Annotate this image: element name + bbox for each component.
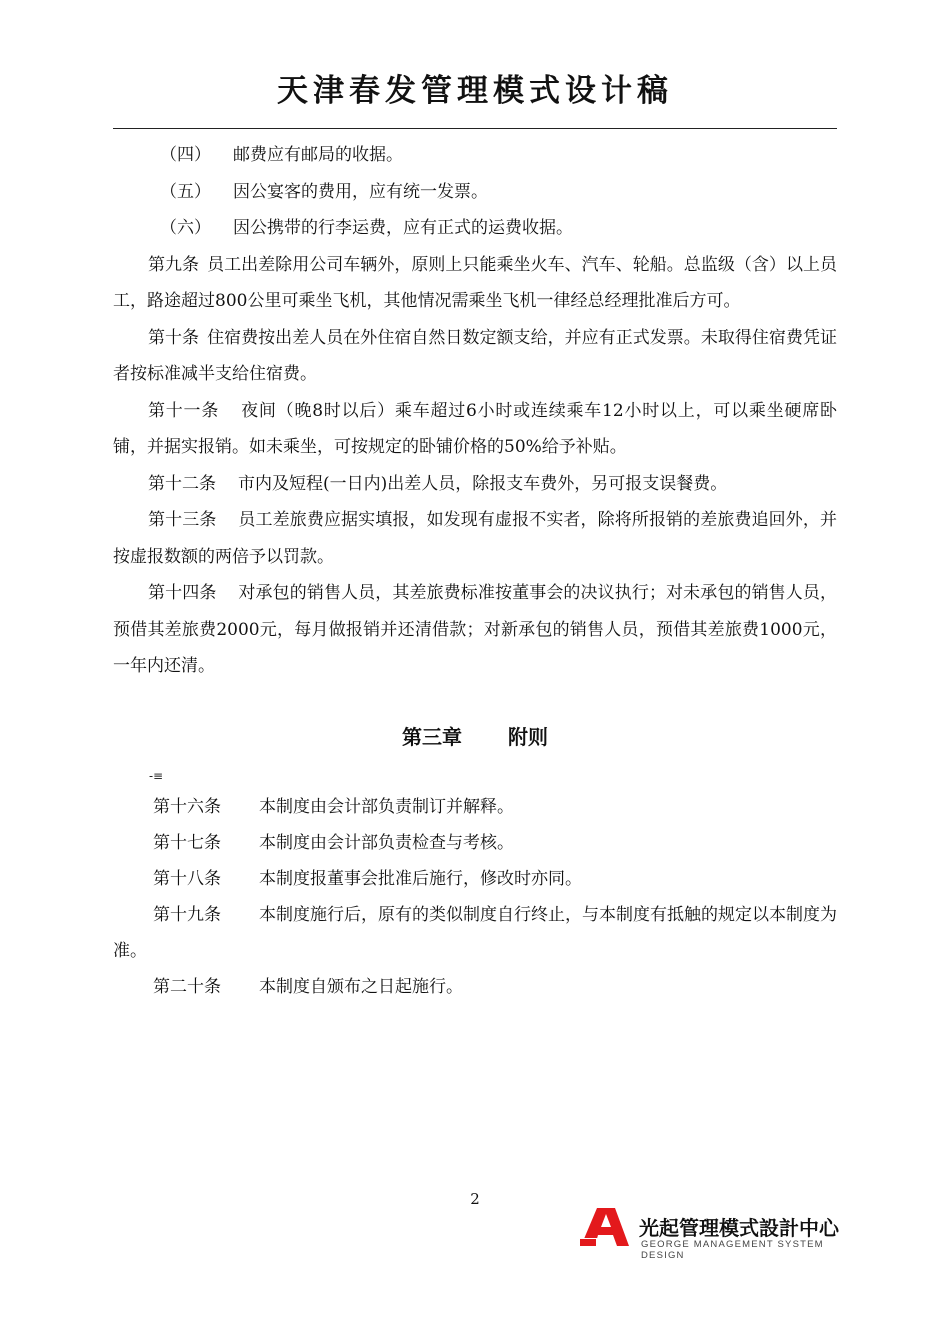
article-label: 第十八条 (153, 868, 221, 889)
page-number: 2 (470, 1190, 480, 1208)
article-17 (113, 825, 837, 861)
article-19 (113, 897, 837, 969)
list-item (113, 174, 837, 211)
article-20 (113, 969, 837, 1005)
article-label: 第十九条 (153, 904, 221, 925)
article-label: 第九条 (148, 254, 200, 275)
article-label: 第十二条 (148, 473, 216, 494)
item-label: （四） (160, 145, 211, 165)
chapter-number: 第三章 (402, 724, 462, 749)
chapter-heading (113, 719, 837, 755)
list-item (113, 137, 837, 174)
article-label: 第十一条 (148, 400, 220, 421)
page-title: 天津春发管理模式设计稿 (277, 73, 673, 109)
article-14 (113, 575, 837, 685)
article-text: 本制度报董事会批准后施行，修改时亦同。 (259, 868, 582, 889)
item-text: 因公携带的行李运费，应有正式的运费收据。 (233, 218, 573, 238)
article-text: 本制度施行后，原有的类似制度自行终止，与本制度有抵触的规定以本制度为准。 (113, 904, 837, 961)
article-label: 第十三条 (148, 510, 217, 530)
article-12 (113, 466, 837, 503)
article-10 (113, 320, 837, 393)
article-text: 员工出差除用公司车辆外，原则上只能乘坐火车、汽车、轮船。总监级（含）以上员工，路途超过800公里可乘坐飞机，其他情况需乘坐飞机一律经总经理批准后方可。 (113, 254, 837, 311)
document-body (113, 137, 837, 1005)
article-text: 本制度由会计部负责制订并解释。 (259, 796, 514, 817)
item-text: 因公宴客的费用，应有统一发票。 (233, 181, 488, 202)
item-label: （六） (160, 218, 211, 238)
logo-english-name: GEORGE MANAGEMENT SYSTEM DESIGN (641, 1239, 824, 1261)
chapter-name: 附则 (508, 724, 548, 749)
chapter-mark: -≡ (149, 768, 164, 783)
article-text: 本制度由会计部负责检查与考核。 (259, 832, 514, 853)
article-18 (113, 861, 837, 897)
article-label: 第二十条 (153, 976, 221, 997)
item-label: （五） (160, 181, 211, 202)
article-text: 本制度自颁布之日起施行。 (259, 976, 463, 997)
list-item (113, 210, 837, 247)
article-16 (113, 789, 837, 825)
company-logo (577, 1208, 839, 1261)
article-text: 住宿费按出差人员在外住宿自然日数定额支给，并应有正式发票。未取得住宿费凭证者按标准减半支给住宿费。 (113, 327, 837, 384)
page-header (113, 66, 837, 129)
article-9 (113, 247, 837, 320)
article-label: 第十七条 (153, 832, 221, 853)
article-text: 夜间（晚8时以后）乘车超过6小时或连续乘车12小时以上，可以乘坐硬席卧铺，并据实报销。如未乘坐，可按规定的卧铺价格的50%给予补贴。 (113, 400, 837, 457)
article-11 (113, 393, 837, 466)
article-label: 第十四条 (148, 583, 217, 603)
article-text: 市内及短程(一日内)出差人员，除报支车费外，另可报支误餐费。 (238, 473, 728, 494)
article-13 (113, 502, 837, 575)
article-label: 第十六条 (153, 796, 221, 817)
chapter-articles (113, 789, 837, 1005)
logo-name: 光起管理模式設計中心 (639, 1216, 839, 1240)
article-text: 员工差旅费应据实填报，如发现有虚报不实者，除将所报销的差旅费追回外，并按虚报数额的两倍予以罚款。 (113, 510, 837, 567)
logo-a-icon (577, 1208, 635, 1248)
article-label: 第十条 (148, 327, 200, 348)
article-text: 对承包的销售人员，其差旅费标准按董事会的决议执行；对未承包的销售人员，预借其差旅费2000元，每月做报销并还清借款；对新承包的销售人员，预借其差旅费1000元，一年内还清。 (113, 583, 837, 676)
item-text: 邮费应有邮局的收据。 (233, 145, 403, 165)
